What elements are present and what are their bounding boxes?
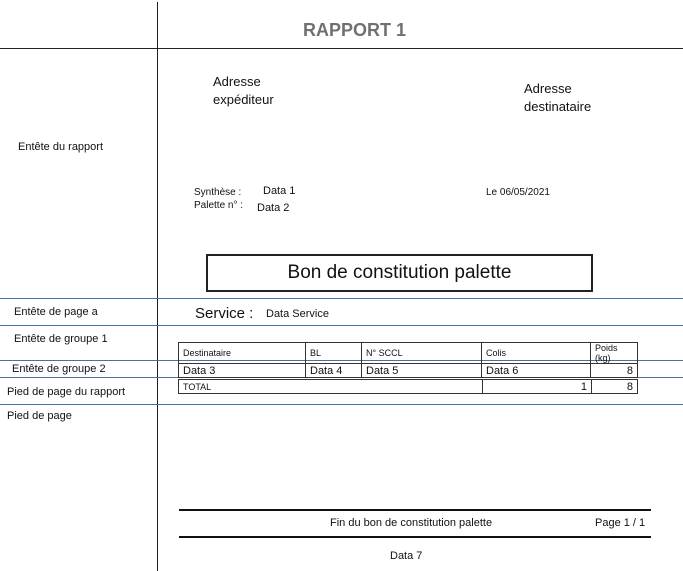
cell-sccl: Data 5 bbox=[362, 364, 482, 378]
divider-page-header bbox=[0, 298, 683, 299]
recipient-address-line1: Adresse bbox=[524, 81, 572, 96]
footer-page-number: Page 1 / 1 bbox=[595, 517, 646, 529]
cell-poids: 8 bbox=[591, 364, 638, 378]
section-label-group-header-1: Entête de groupe 1 bbox=[14, 333, 108, 345]
section-label-group-header-2: Entête de groupe 2 bbox=[12, 363, 106, 375]
table-header bbox=[178, 342, 638, 378]
report-date: Le 06/05/2021 bbox=[486, 187, 550, 198]
cell-destinataire: Data 3 bbox=[179, 364, 306, 378]
cell-bl: Data 4 bbox=[306, 364, 362, 378]
footer-text: Fin du bon de constitution palette bbox=[330, 517, 493, 529]
footer-rule-top bbox=[179, 509, 651, 511]
table-total bbox=[178, 379, 638, 394]
sender-address-line1: Adresse bbox=[213, 74, 261, 89]
col-header-bl: BL bbox=[306, 343, 362, 364]
recipient-address-line2: destinataire bbox=[524, 99, 592, 114]
section-label-page-header-a: Entête de page a bbox=[14, 306, 98, 318]
total-colis: 1 bbox=[483, 380, 592, 394]
synthese-value: Data 1 bbox=[263, 185, 296, 197]
divider-page-footer bbox=[0, 404, 683, 405]
total-row bbox=[179, 380, 638, 394]
title-divider bbox=[0, 48, 683, 49]
col-header-destinataire: Destinataire bbox=[179, 343, 306, 364]
divider-group-header-1 bbox=[0, 325, 683, 326]
total-label: TOTAL bbox=[179, 380, 483, 394]
bon-title-box bbox=[206, 254, 593, 292]
sender-address bbox=[213, 73, 274, 109]
cell-colis: Data 6 bbox=[482, 364, 591, 378]
section-label-report-footer: Pied de page du rapport bbox=[7, 386, 126, 398]
section-label-report-header: Entête du rapport bbox=[18, 141, 104, 153]
palette-value: Data 2 bbox=[257, 202, 290, 214]
service-value: Data Service bbox=[266, 308, 329, 320]
footer-rule-bottom bbox=[179, 536, 651, 538]
sender-address-line2: expéditeur bbox=[213, 92, 274, 107]
table-header-row bbox=[179, 343, 638, 364]
total-poids: 8 bbox=[592, 380, 638, 394]
col-header-colis: Colis bbox=[482, 343, 591, 364]
palette-label: Palette n° : bbox=[194, 200, 244, 211]
table-row bbox=[179, 364, 638, 378]
section-label-page-footer: Pied de page bbox=[7, 410, 72, 422]
synthese-label: Synthèse : bbox=[194, 187, 242, 198]
col-header-poids: Poids (kg) bbox=[591, 343, 638, 364]
left-column-divider bbox=[157, 2, 158, 571]
footer-data: Data 7 bbox=[390, 550, 423, 562]
col-header-sccl: N° SCCL bbox=[362, 343, 482, 364]
bon-title: Bon de constitution palette bbox=[287, 262, 512, 283]
service-label: Service : bbox=[195, 305, 254, 322]
report-title: RAPPORT 1 bbox=[302, 20, 407, 40]
recipient-address bbox=[524, 80, 591, 116]
